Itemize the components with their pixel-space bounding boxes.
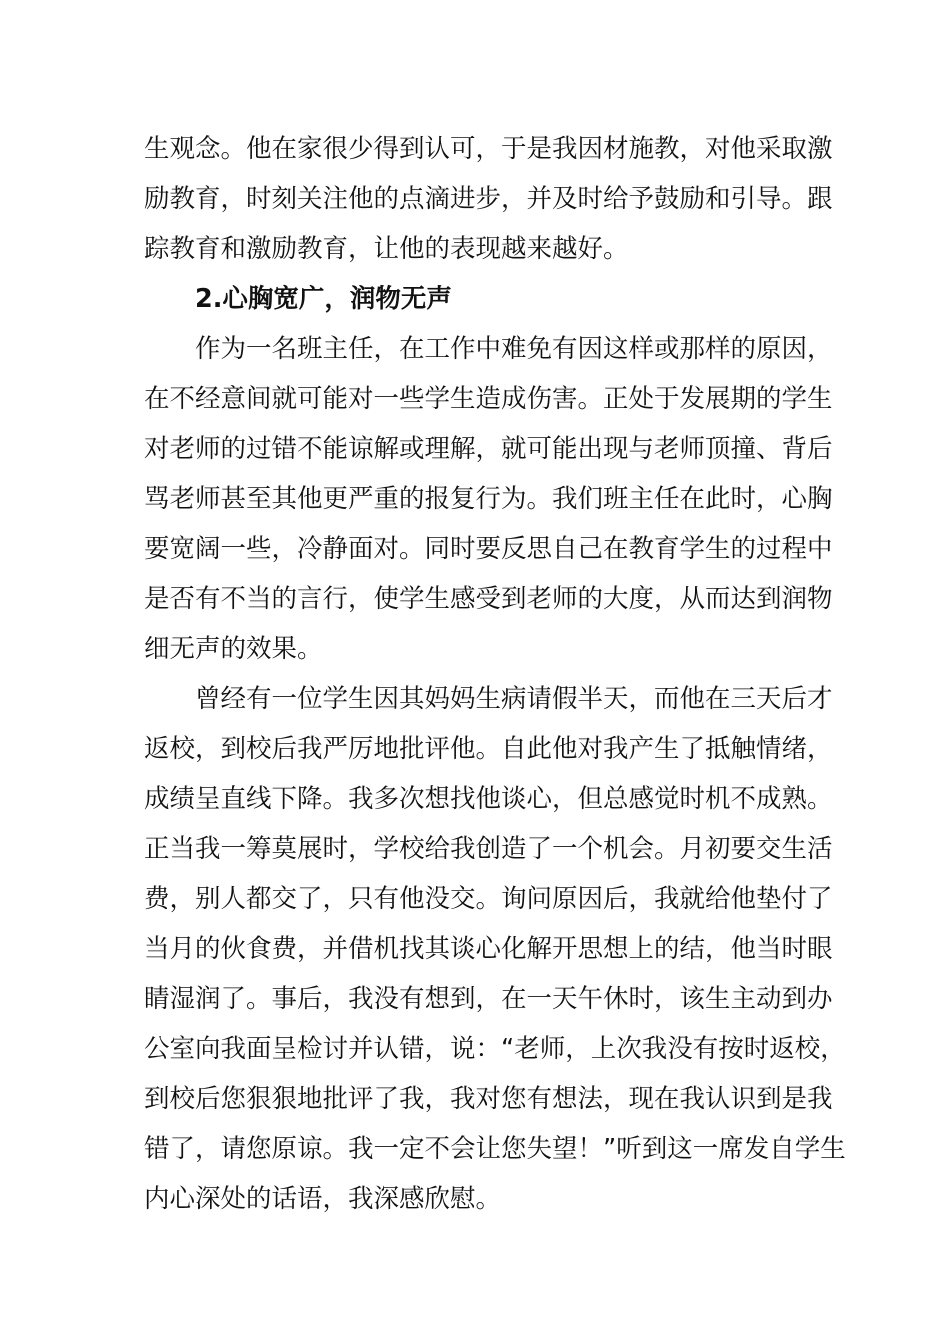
text-line: 作为一名班主任，在工作中难免有因这样或那样的原因， xyxy=(195,334,833,364)
text-line: 到校后您狠狠地批评了我，我对您有想法，现在我认识到是我 xyxy=(144,1084,833,1114)
text-line: 当月的伙食费，并借机找其谈心化解开思想上的结，他当时眼 xyxy=(144,934,833,964)
paragraph-student-story xyxy=(144,674,846,1224)
text-line: 成绩呈直线下降。我多次想找他谈心，但总感觉时机不成熟。 xyxy=(144,784,833,814)
text-line: 生观念。他在家很少得到认可，于是我因材施教，对他采取激 xyxy=(144,134,833,164)
text-line: 对老师的过错不能谅解或理解，就可能出现与老师顶撞、背后 xyxy=(144,434,833,464)
text-line: 费，别人都交了，只有他没交。询问原因后，我就给他垫付了 xyxy=(144,884,833,914)
text-line: 错了，请您原谅。我一定不会让您失望！”听到这一席发自学生 xyxy=(144,1134,846,1164)
text-line: 是否有不当的言行，使学生感受到老师的大度，从而达到润物 xyxy=(144,584,833,614)
document-body xyxy=(144,124,846,1224)
section-heading: 2.心胸宽广，润物无声 xyxy=(195,284,452,314)
text-line: 公室向我面呈检讨并认错，说：“老师，上次我没有按时返校， xyxy=(144,1034,846,1064)
text-line: 细无声的效果。 xyxy=(144,634,323,664)
text-line: 在不经意间就可能对一些学生造成伤害。正处于发展期的学生 xyxy=(144,384,833,414)
paragraph-continuation xyxy=(144,124,833,274)
text-line: 踪教育和激励教育，让他的表现越来越好。 xyxy=(144,234,629,264)
text-line: 曾经有一位学生因其妈妈生病请假半天，而他在三天后才 xyxy=(195,684,833,714)
paragraph-broad-mind xyxy=(144,324,833,674)
text-line: 励教育，时刻关注他的点滴进步，并及时给予鼓励和引导。跟 xyxy=(144,184,833,214)
text-line: 返校，到校后我严厉地批评他。自此他对我产生了抵触情绪， xyxy=(144,734,833,764)
text-line: 要宽阔一些，冷静面对。同时要反思自己在教育学生的过程中 xyxy=(144,534,833,564)
text-line: 内心深处的话语，我深感欣慰。 xyxy=(144,1184,502,1214)
text-line: 骂老师甚至其他更严重的报复行为。我们班主任在此时，心胸 xyxy=(144,484,833,514)
text-line: 睛湿润了。事后，我没有想到，在一天午休时，该生主动到办 xyxy=(144,984,833,1014)
text-line: 正当我一筹莫展时，学校给我创造了一个机会。月初要交生活 xyxy=(144,834,833,864)
